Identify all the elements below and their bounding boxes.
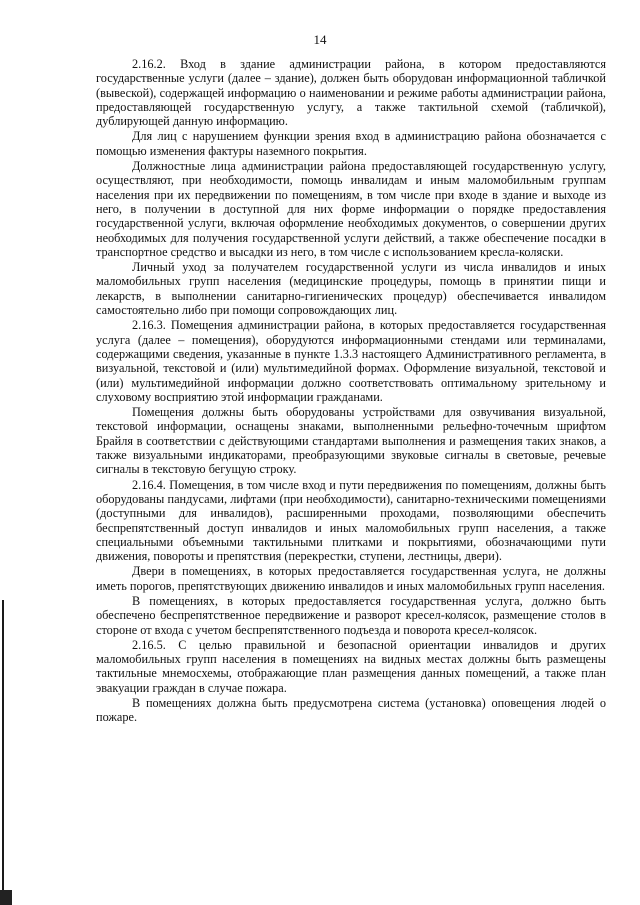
paragraph-wheelchair-movement: В помещениях, в которых предоставляется государственная услуга, должно быть обеспечено беспрепятственное передвижение и разворот кресел-колясок, размещение столов в стороне от входа с учетом беспрепятственного подъезда и поворота кресел-колясок.	[96, 593, 606, 637]
document-body	[96, 57, 606, 726]
page-number: 14	[313, 32, 327, 47]
paragraph-officials-assistance: Должностные лица администрации района предоставляющей государственную услугу, осуществляют, при необходимости, помощь инвалидам и иным маломобильным группам населения при их передвижении по помещениям, в том числе при входе в здание и выходе из него, в получении в доступной для них форме информации о порядке предоставления государственной услуги, включая оформление необходимых документов, о совершении других необходимых для получения государственной услуги действий, а также обеспечение посадки в транспортное средство и высадки из него, в том числе с использованием кресла-коляски.	[96, 159, 606, 259]
paragraph-vision-impaired-entrance: Для лиц с нарушением функции зрения вход в администрацию района обозначается с помощью изменения фактуры наземного покрытия.	[96, 129, 606, 158]
paragraph-doors: Двери в помещениях, в которых предоставляется государственная услуга, не должны иметь порогов, препятствующих движению инвалидов и иных маломобильных групп населения.	[96, 564, 606, 593]
paragraph-personal-care: Личный уход за получателем государственной услуги из числа инвалидов и иных маломобильных групп населения (медицинские процедуры, помощь в принятии пищи и лекарств, в выполнении санитарно-гигиенических процедур) обеспечивается инвалидом самостоятельно либо при помощи сопровождающих лиц.	[96, 260, 606, 318]
paragraph-2-16-3: 2.16.3. Помещения администрации района, в которых предоставляется государственная услуга (далее – помещения), оборудуются информационными стендами или терминалами, содержащими сведения, указанные в пункте 1.3.3 настоящего Административного регламента, в визуальной, текстовой и (или) мультимедийной формах. Оформление визуальной, текстовой и (или) мультимедийной информации должно соответствовать оптимальному зрительному и слуховому восприятию этой информации гражданами.	[96, 318, 606, 404]
paragraph-fire-alarm: В помещениях должна быть предусмотрена система (установка) оповещения людей о пожаре.	[96, 696, 606, 725]
scan-edge-line	[2, 600, 4, 905]
scan-edge-mark	[0, 890, 12, 905]
paragraph-2-16-2: 2.16.2. Вход в здание администрации района, в котором предоставляются государственные услуги (далее – здание), должен быть оборудован информационной табличкой (вывеской), содержащей информацию о наименовании и режиме работы администрации района, предоставляющей государственную услугу, а также тактильной схемой (табличкой), дублирующей данную информацию.	[96, 57, 606, 129]
paragraph-2-16-4: 2.16.4. Помещения, в том числе вход и пути передвижения по помещениям, должны быть оборудованы пандусами, лифтами (при необходимости), санитарно-техническими помещениями (доступными для инвалидов), расширенными проходами, позволяющими обеспечить беспрепятственный доступ инвалидов и иных маломобильных групп населения, а также специальными объемными тактильными плитками и покрытиями, обозначающими пути движения, повороты и препятствия (перекрестки, ступени, лестницы, двери).	[96, 477, 606, 564]
paragraph-premises-equipment: Помещения должны быть оборудованы устройствами для озвучивания визуальной, текстовой информации, оснащены знаками, выполненными рельефно-точечным шрифтом Брайля в соответствии с действующими стандартами выполнения и размещения таких знаков, а также визуальными индикаторами, преобразующими звуковые сигналы в световые, речевые сигналы в текстовую бегущую строку.	[96, 405, 606, 477]
paragraph-2-16-5: 2.16.5. С целью правильной и безопасной ориентации инвалидов и других маломобильных групп населения в помещениях на видных местах должны быть размещены тактильные мнемосхемы, отображающие план размещения данных помещений, а также план эвакуации граждан в случае пожара.	[96, 637, 606, 695]
